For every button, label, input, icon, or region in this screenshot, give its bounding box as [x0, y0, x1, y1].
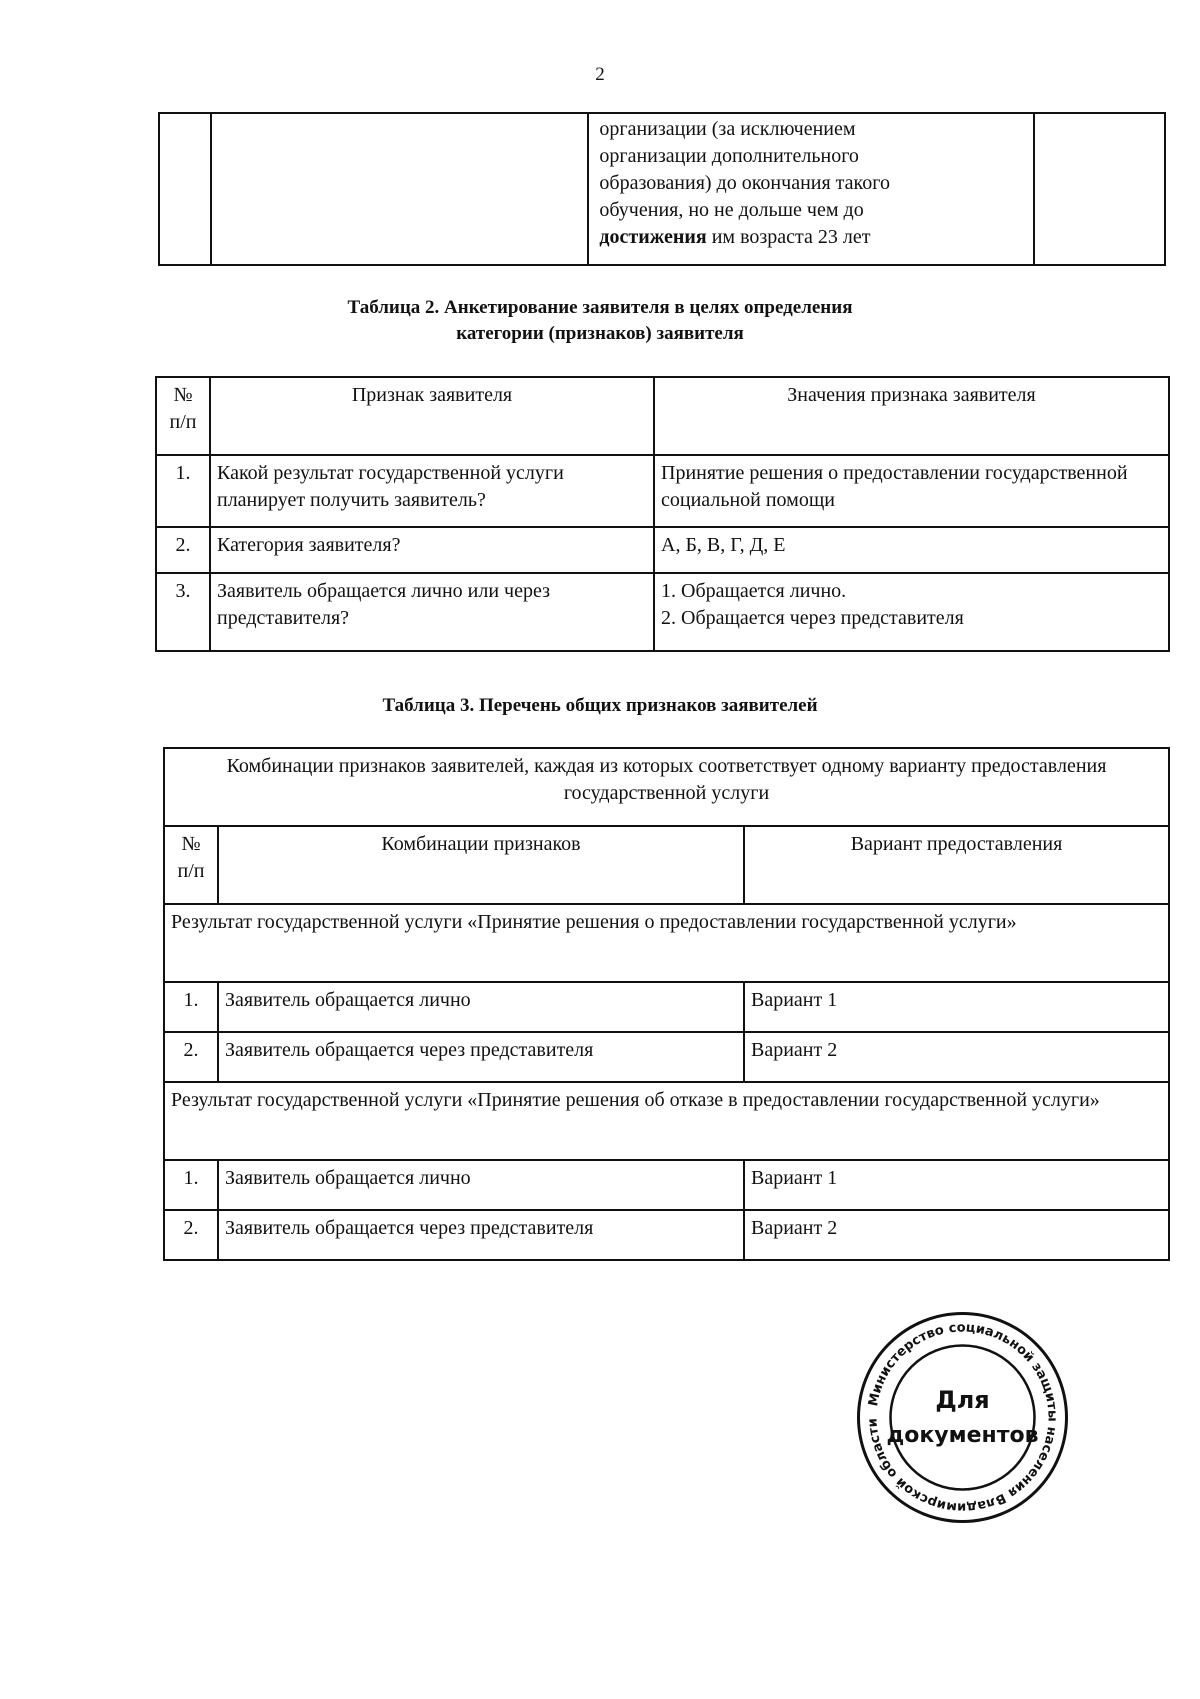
continuation-line: организации дополнительного [599, 145, 859, 167]
table-row [156, 527, 1169, 573]
continuation-table [158, 112, 1166, 266]
row-num: 2. [164, 1210, 218, 1260]
stamp-inner-ring [891, 1346, 1035, 1490]
section-row [164, 1082, 1169, 1160]
row-num: 2. [156, 527, 210, 573]
row-num: 1. [164, 1160, 218, 1210]
header-combo: Комбинации признаков [218, 826, 744, 904]
continuation-line [599, 224, 1023, 251]
line-rest: им возраста 23 лет [706, 226, 871, 248]
row-combo: Заявитель обращается через представителя [218, 1210, 744, 1260]
row-variant: Вариант 2 [744, 1210, 1169, 1260]
table-row [156, 573, 1169, 651]
row-value: А, Б, В, Г, Д, Е [654, 527, 1169, 573]
row-variant: Вариант 2 [744, 1032, 1169, 1082]
table-row [164, 1032, 1169, 1082]
header-sign: Признак заявителя [210, 377, 654, 455]
row-sign: Заявитель обращается лично или через представителя? [210, 573, 654, 651]
section-row [164, 904, 1169, 982]
section-title: Результат государственной услуги «Принятие решения об отказе в предоставлении государственной услуги» [164, 1082, 1169, 1160]
table-row [164, 1160, 1169, 1210]
table2 [155, 376, 1170, 652]
continuation-line: образования) до окончания такого [599, 172, 890, 194]
section-title: Результат государственной услуги «Принятие решения о предоставлении государственной услуги» [164, 904, 1169, 982]
row-sign: Категория заявителя? [210, 527, 654, 573]
row-num: 1. [156, 455, 210, 527]
row-num: 3. [156, 573, 210, 651]
header-variant: Вариант предоставления [744, 826, 1169, 904]
stamp-center-line: Для [935, 1386, 990, 1414]
row-num: 1. [164, 982, 218, 1032]
table-caption-row [164, 748, 1169, 826]
table-row [164, 1210, 1169, 1260]
row-variant: Вариант 1 [744, 982, 1169, 1032]
continuation-line: обучения, но не дольше чем до [599, 199, 864, 221]
bold-word: достижения [599, 226, 707, 248]
table2-title-line: Таблица 2. Анкетирование заявителя в целях определения [347, 297, 853, 318]
table2-title-line: категории (признаков) заявителя [456, 322, 744, 344]
table-row [156, 455, 1169, 527]
table-row [164, 982, 1169, 1032]
table-header-row [164, 826, 1169, 904]
stamp-ring-text: Министерство социальной защиты населения Владимирской области [865, 1320, 1060, 1515]
stamp-center-line: документов [886, 1423, 1039, 1448]
page-number: 2 [595, 64, 605, 85]
table3-caption: Комбинации признаков заявителей, каждая из которых соответствует одному варианту предоставления государственной услуги [164, 748, 1169, 826]
continuation-line: организации (за исключением [599, 118, 856, 140]
row-num: 2. [164, 1032, 218, 1082]
table-row [159, 113, 1165, 265]
value-line: 1. Обращается лично. [661, 580, 847, 602]
table3-title: Таблица 3. Перечень общих признаков заявителей [382, 695, 818, 716]
header-num: № п/п [156, 377, 210, 455]
continuation-text-cell [588, 113, 1034, 265]
stamp-seal [855, 1310, 1070, 1525]
row-sign: Какой результат государственной услуги планирует получить заявитель? [210, 455, 654, 527]
table2-title [0, 295, 1200, 346]
value-line: 2. Обращается через представителя [661, 607, 964, 629]
row-variant: Вариант 1 [744, 1160, 1169, 1210]
row-value: Принятие решения о предоставлении государственной социальной помощи [654, 455, 1169, 527]
header-value: Значения признака заявителя [654, 377, 1169, 455]
table3 [163, 747, 1170, 1261]
row-value [654, 573, 1169, 651]
table-header-row [156, 377, 1169, 455]
table-cell [159, 113, 211, 265]
table-cell [211, 113, 588, 265]
header-num: № п/п [164, 826, 218, 904]
row-combo: Заявитель обращается лично [218, 982, 744, 1032]
row-combo: Заявитель обращается через представителя [218, 1032, 744, 1082]
table-cell [1034, 113, 1165, 265]
row-combo: Заявитель обращается лично [218, 1160, 744, 1210]
